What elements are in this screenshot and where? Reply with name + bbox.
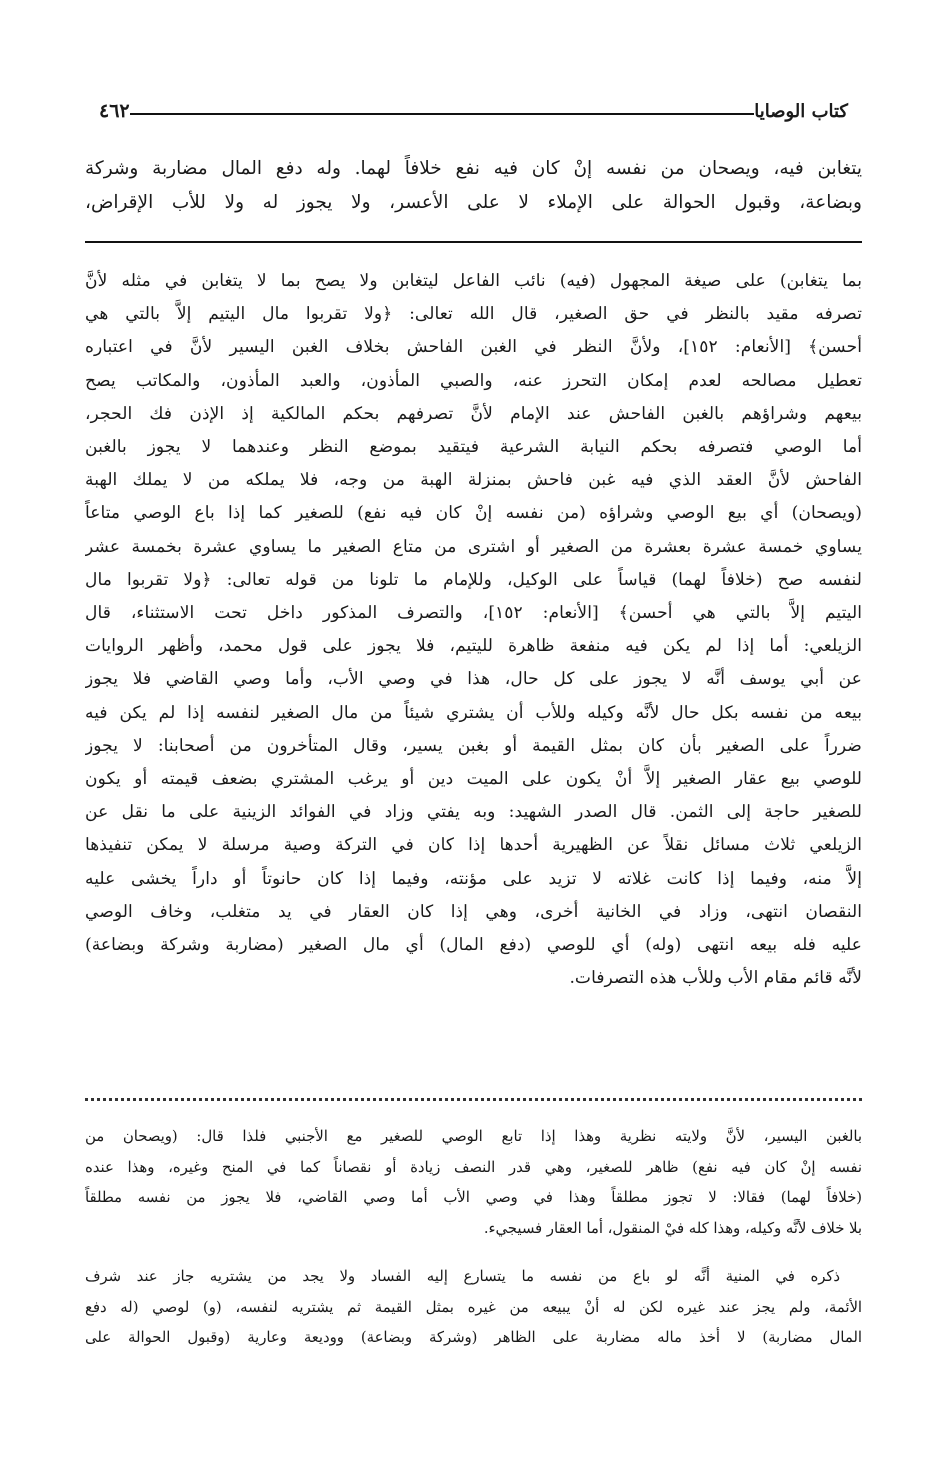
gloss-line: (خلافاً لهما) فقالا: لا تجوز مطلقاً وهذا في وصي الأب أما وصي القاضي، فلا يجوز من نفسه مطلقاً [85,1189,862,1206]
page-number: ٤٦٢ [99,100,130,122]
commentary-line: بما يتغابن) على صيغة المجهول (فيه) نائب الفاعل ليتغابن ولا يصح بما لا يتغابن في مثله لأنَّ [85,271,862,291]
gloss-divider [85,1098,862,1107]
commentary-line: بيعهم وشراؤهم بالغبن الفاحش عند الإمام لأنَّ تصرفهم بحكم المالكية إذ الإذن فك الحجر، [85,403,862,424]
book-title: كتاب الوصايا [754,101,848,122]
gloss-line: بالغبن اليسير، لأنَّ ولايته نظرية وهذا إذا تابع الوصي للصغير مع الأجنبي فلذا قال: (ويصحان من [85,1128,862,1145]
commentary-line: تعطيل مصالحه لعدم إمكان التحرز عنه، والصبي المأذون، والعبد المأذون، والمكاتب يصح [85,370,862,391]
commentary-line: إلاَّ منه، وفيما إذا كانت غلاته لا تزيد على مؤنته، وفيما إذا كان حانوتاً أو داراً يخشى عليه [85,868,862,889]
gloss-text-continued [85,1262,862,1354]
commentary-line: الزيلعي: أما إذا لم يكن فيه منفعة ظاهرة لليتيم، فلا يجوز على قول محمد، وأظهر الروايات [85,636,862,657]
main-text [85,152,862,220]
commentary-line: عليه فله بيعه انتهى (وله) أي للوصي (دفع المال) أي مال الصغير (مضاربة وشركة وبضاعة) [85,935,862,956]
header-rule [130,113,755,115]
commentary-line: اليتيم إلاَّ بالتي هي أحسن﴾ [الأنعام: ١٥٢]، والتصرف المذكور داخل تحت الاستثناء، قال [85,603,862,624]
commentary-line: يساوي خمسة عشرة بعشرة من الصغير أو اشترى من متاع الصغير ما يساوي عشرة بخمسة عشر [85,536,862,557]
commentary-line: النقصان انتهى، وزاد في الخانية أخرى، وهي إذا كان العقار في يد متغلب، وخاف الوصي [85,901,862,922]
main-divider [85,241,862,243]
commentary-line: ضرراً على الصغير بأن كان بمثل القيمة أو بغبن يسير، وقال المتأخرون من أصحابنا: لا يجوز [85,735,862,756]
commentary-line: لأنَّه قائم مقام الأب وللأب هذه التصرفات. [569,968,862,989]
commentary-line: بيعه من نفسه بكل حال لأنَّه وكيله وللأب أن يشتري شيئاً من مال الصغير لنفسه إذا لم يكن فيه [85,702,862,723]
commentary-line: عن أبي يوسف أنَّه لا يجوز على كل حال، هذا في وصي الأب، وأما وصي القاضي فلا يجوز [85,669,862,690]
commentary-line: الزيلعي ثلاث مسائل نقلاً عن الظهيرية أحدها إذا كان في التركة وصية مرسلة لا يمكن تنفيذها [85,835,862,856]
commentary-line: (ويصحان) أي بيع الوصي وشراؤه (من نفسه إنْ كان فيه نفع) للصغير كما إذا باع الوصي متاعاً [85,503,862,524]
gloss-line: المال مضاربة) لا أخذ ماله مضاربة على الظاهر (وشركة وبضاعة) ووديعة وعارية (وقبول الحوالة على [85,1329,862,1346]
commentary-line: للوصي بيع عقار الصغير إلاَّ أنْ يكون على الميت دين أو يرغب المشتري بضعف قيمته أو يكون [85,769,862,790]
gloss-text [85,1122,862,1244]
commentary-line: أحسن﴾ [الأنعام: ١٥٢]، ولأنَّ النظر في الغبن الفاحش بخلاف الغبن اليسير لأنَّ في اعتباره [85,337,862,358]
gloss-line: الأئمة، ولم يجز عند غيره لكن له أنْ يبيعه من غيره بمثل القيمة ثم يشتريه لنفسه، (و) لوصي (له دفع [85,1298,862,1316]
commentary-line: الفاحش لأنَّ العقد الذي فيه غبن فاحش بمنزلة الهبة من وجه، فلا يملكه من لا يملك الهبة [85,470,862,491]
commentary-line: للصغير حاجة إلى الثمن. قال الصدر الشهيد: وبه يفتي وزاد في الفوائد الزينية على ما نقل عن [85,802,862,823]
page-header [85,92,862,122]
commentary-line: تصرفه مقيد بالنظر في حق الصغير، قال الله تعالى: ﴿ولا تقربوا مال اليتيم إلاَّ بالتي هي [85,304,862,325]
gloss-line: بلا خلاف لأنَّه وكيله، وهذا كله فيْ المنقول، أما العقار فسيجيء. [483,1219,862,1237]
gloss-line: نفسه إنْ كان فيه نفع) ظاهر للصغير، وهي قدر النصف زيادة أو نقصاناً كما في المنح وغيره، وهذا عنده [85,1158,862,1176]
main-text-line: وبضاعة، وقبول الحوالة على الإملاء لا على الأعسر، ولا يجوز له ولا للأب الإقراض، [85,192,862,213]
main-text-line: يتغابن فيه، ويصحان من نفسه إنْ كان فيه نفع خلافاً لهما. وله دفع المال مضاربة وشركة [85,158,862,179]
commentary-line: أما الوصي فتصرفه بحكم النيابة الشرعية فيتقيد بموضع النظر وعندهما لا يجوز بالغبن [85,437,862,458]
gloss-line: ذكره في المنية أنَّه لو باع من نفسه ما يتسارع إليه الفساد ولا يجد من يشتريه جاز عند شرف [85,1268,840,1285]
commentary-line: لنفسه صح (خلافاً لهما) قياساً على الوكيل، وللإمام ما تلونا من قوله تعالى: ﴿ولا تقربوا مال [85,569,862,590]
commentary-text [85,265,862,995]
